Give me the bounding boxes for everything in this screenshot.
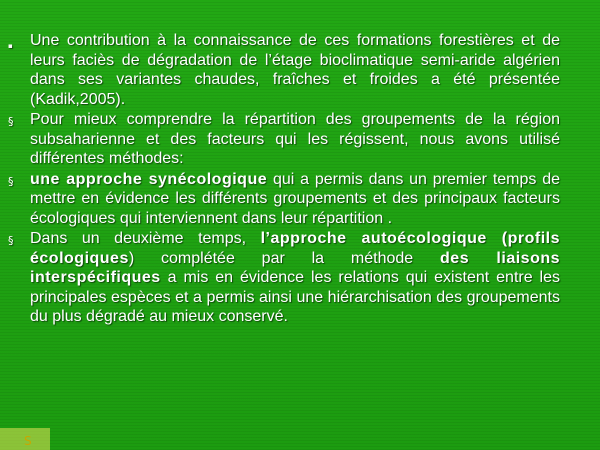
bullet-item-3	[8, 170, 560, 229]
square-bullet-icon: ▪	[8, 42, 13, 50]
section-bullet-icon: §	[8, 174, 14, 188]
bold-term-synecologique: une approche synécologique	[30, 170, 268, 188]
bullet-item-1	[8, 31, 560, 109]
bullet-text: ) complétée par la méthode	[128, 249, 441, 267]
bullet-text: a mis en évidence les relations qui existent entre les principales espèces et a permis ainsi une hiérarchisation des groupements du plus dégradé au mieux conservé.	[30, 269, 560, 325]
bullet-text: Une contribution à la connaissance de ces formations forestières et de leurs faciès de dégradation de l’étage bioclimatique semi-aride algérien dans ses variantes chaudes, fraîches et froides a été présentée (Kadik,2005).	[30, 32, 560, 108]
bullet-item-2	[8, 110, 560, 169]
section-bullet-icon: §	[8, 234, 14, 247]
section-bullet-icon: §	[8, 115, 14, 128]
corner-mark: S	[24, 434, 32, 448]
bullet-text: qui a permis dans un premier temps de mettre en évidence les différents groupements et des principaux facteurs écologiques qui interviennent dans leur répartition .	[30, 170, 561, 227]
bullet-text: Dans un deuxième temps,	[30, 230, 261, 247]
bold-term-autoecologique: l’approche autoécologique (profils écologiques	[30, 230, 560, 267]
bullet-text: Pour mieux comprendre la répartition des groupements de la région subsaharienne et des facteurs qui les régissent, nous avons utilisé différentes méthodes:	[30, 111, 560, 167]
bullet-item-4	[8, 229, 560, 327]
bullet-list	[8, 31, 560, 328]
bold-term-liaisons: des liaisons interspécifiques	[30, 249, 561, 286]
